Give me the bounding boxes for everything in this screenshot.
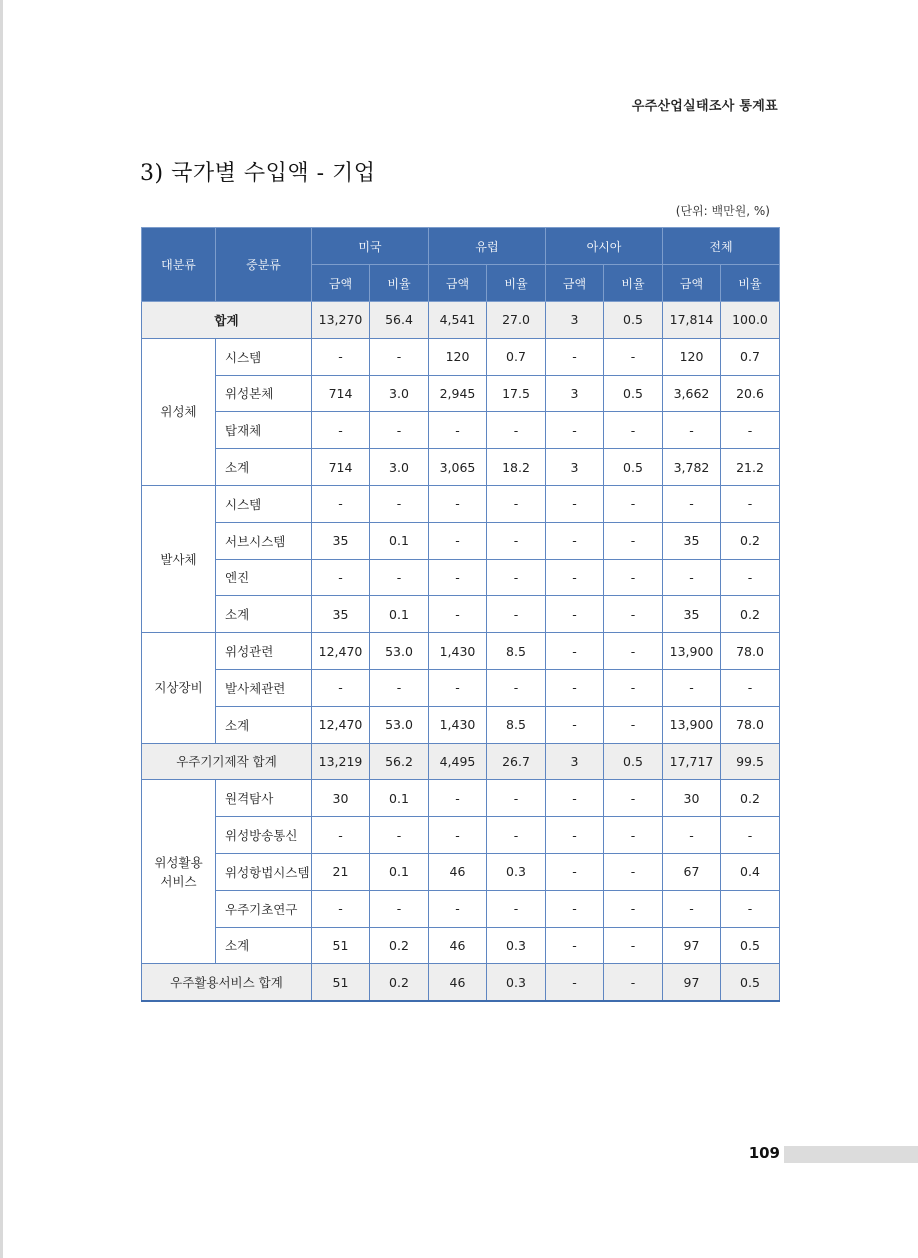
table-cell: 46 [429, 853, 487, 890]
category-launcher: 발사체 [142, 485, 216, 632]
table-cell: 0.2 [721, 596, 780, 633]
table-cell: - [312, 817, 370, 854]
table-cell: - [370, 817, 429, 854]
table-row [142, 412, 780, 449]
category-ground-equipment: 지상장비 [142, 633, 216, 743]
table-cell: 56.4 [370, 302, 429, 339]
table-cell: 714 [312, 449, 370, 486]
table-cell: 46 [429, 964, 487, 1001]
table-cell: - [487, 890, 546, 927]
table-cell: 21 [312, 853, 370, 890]
header-row-groups [142, 228, 780, 265]
section-title: 3) 국가별 수입액 - 기업 [140, 161, 376, 186]
table-cell: 120 [663, 338, 721, 375]
table-cell: 97 [663, 927, 721, 964]
category-label-line2: 서비스 [160, 873, 197, 889]
header-amount: 금액 [312, 265, 370, 302]
table-cell: - [604, 559, 663, 596]
table-cell: 4,495 [429, 743, 487, 780]
page-number: 109 [748, 1144, 780, 1162]
table-row-manufacturing-total [142, 743, 780, 780]
running-header: 우주산업실태조사 통계표 [631, 99, 778, 114]
table-cell: - [312, 669, 370, 706]
table-cell: - [546, 927, 604, 964]
table-cell: - [546, 706, 604, 743]
table-cell: 3,662 [663, 375, 721, 412]
table-cell: 3 [546, 449, 604, 486]
table-cell: 714 [312, 375, 370, 412]
row-label: 소계 [216, 596, 312, 633]
table-cell: - [604, 338, 663, 375]
table-cell: 3.0 [370, 449, 429, 486]
row-label: 탑재체 [216, 412, 312, 449]
row-label: 원격탐사 [216, 780, 312, 817]
table-row [142, 338, 780, 375]
table-cell: - [429, 669, 487, 706]
table-row-grand-total [142, 302, 780, 339]
table-cell: 78.0 [721, 633, 780, 670]
table-cell: 0.2 [370, 964, 429, 1001]
table-cell: - [429, 485, 487, 522]
table-cell: - [546, 559, 604, 596]
row-label: 합계 [142, 302, 312, 339]
table-cell: - [487, 522, 546, 559]
table-cell: - [546, 412, 604, 449]
table-cell: 30 [312, 780, 370, 817]
table-cell: - [546, 485, 604, 522]
table-cell: - [604, 817, 663, 854]
row-label: 엔진 [216, 559, 312, 596]
table-cell: 51 [312, 964, 370, 1001]
table-cell: 13,900 [663, 706, 721, 743]
header-total: 전체 [663, 228, 780, 265]
row-label: 우주기초연구 [216, 890, 312, 927]
table-cell: 3.0 [370, 375, 429, 412]
table-row-subtotal [142, 927, 780, 964]
category-satellite: 위성체 [142, 338, 216, 485]
table-cell: - [487, 559, 546, 596]
table-cell: - [370, 559, 429, 596]
import-by-country-table [141, 227, 780, 1002]
table-cell: - [546, 669, 604, 706]
table-cell: - [604, 522, 663, 559]
table-cell: 13,270 [312, 302, 370, 339]
table-cell: - [429, 817, 487, 854]
header-ratio: 비율 [721, 265, 780, 302]
table-cell: 0.1 [370, 853, 429, 890]
table-cell: - [721, 412, 780, 449]
header-usa: 미국 [312, 228, 429, 265]
table-cell: 0.5 [721, 964, 780, 1001]
row-label: 위성관련 [216, 633, 312, 670]
table-cell: 0.5 [604, 449, 663, 486]
table-cell: 3,782 [663, 449, 721, 486]
table-row [142, 780, 780, 817]
table-cell: 0.1 [370, 522, 429, 559]
table-cell: - [546, 522, 604, 559]
table-row [142, 817, 780, 854]
table-cell: 8.5 [487, 633, 546, 670]
table-row [142, 853, 780, 890]
row-label: 발사체관련 [216, 669, 312, 706]
table-cell: 51 [312, 927, 370, 964]
table-cell: - [604, 927, 663, 964]
table-row [142, 890, 780, 927]
row-label: 우주기기제작 합계 [142, 743, 312, 780]
row-label: 서브시스템 [216, 522, 312, 559]
table-cell: - [312, 559, 370, 596]
table-cell: 0.7 [721, 338, 780, 375]
table-cell: 12,470 [312, 706, 370, 743]
table-cell: 100.0 [721, 302, 780, 339]
page-number-bar [784, 1146, 918, 1163]
table-cell: - [429, 522, 487, 559]
table-cell: 0.4 [721, 853, 780, 890]
table-cell: - [721, 817, 780, 854]
table-cell: 8.5 [487, 706, 546, 743]
table-row [142, 375, 780, 412]
table-cell: - [604, 596, 663, 633]
table-cell: 0.5 [604, 743, 663, 780]
table-cell: 0.1 [370, 596, 429, 633]
row-label: 우주활용서비스 합계 [142, 964, 312, 1001]
table-cell: - [604, 706, 663, 743]
table-cell: 0.2 [370, 927, 429, 964]
table-cell: 13,900 [663, 633, 721, 670]
table-cell: - [721, 485, 780, 522]
table-cell: 0.5 [604, 375, 663, 412]
table-cell: - [487, 780, 546, 817]
table-cell: - [604, 669, 663, 706]
table-cell: 46 [429, 927, 487, 964]
table-cell: - [721, 559, 780, 596]
table-cell: 27.0 [487, 302, 546, 339]
table-cell: - [487, 669, 546, 706]
table-cell: - [663, 485, 721, 522]
table-cell: - [546, 596, 604, 633]
table-cell: - [429, 596, 487, 633]
table-cell: 21.2 [721, 449, 780, 486]
table-cell: - [546, 338, 604, 375]
table-cell: - [370, 890, 429, 927]
table-cell: - [429, 412, 487, 449]
table-cell: - [604, 964, 663, 1001]
table-cell: 0.5 [604, 302, 663, 339]
table-cell: 0.7 [487, 338, 546, 375]
table-cell: - [604, 853, 663, 890]
table-row [142, 522, 780, 559]
table-cell: - [370, 338, 429, 375]
table-cell: 0.2 [721, 780, 780, 817]
header-amount: 금액 [429, 265, 487, 302]
table-cell: - [370, 669, 429, 706]
header-ratio: 비율 [487, 265, 546, 302]
table-cell: 3 [546, 302, 604, 339]
table-cell: 0.1 [370, 780, 429, 817]
header-amount: 금액 [663, 265, 721, 302]
table-cell: 35 [312, 522, 370, 559]
table-cell: 97 [663, 964, 721, 1001]
table-cell: - [604, 412, 663, 449]
table-row-subtotal [142, 706, 780, 743]
table-row [142, 633, 780, 670]
table-cell: - [312, 338, 370, 375]
table-cell: - [546, 964, 604, 1001]
table-cell: 4,541 [429, 302, 487, 339]
table-cell: - [312, 485, 370, 522]
header-ratio: 비율 [604, 265, 663, 302]
header-europe: 유럽 [429, 228, 546, 265]
table-cell: 20.6 [721, 375, 780, 412]
table-cell: - [370, 485, 429, 522]
table-cell: - [604, 890, 663, 927]
table-cell: - [429, 780, 487, 817]
table-cell: 12,470 [312, 633, 370, 670]
table-cell: - [604, 780, 663, 817]
table-cell: 17.5 [487, 375, 546, 412]
table-cell: - [604, 633, 663, 670]
table-row [142, 559, 780, 596]
table-cell: - [312, 412, 370, 449]
table-cell: 120 [429, 338, 487, 375]
table-cell: - [546, 853, 604, 890]
table-row-services-total [142, 964, 780, 1001]
table-cell: - [487, 596, 546, 633]
table-row-subtotal [142, 596, 780, 633]
table-cell: - [663, 890, 721, 927]
header-major-category: 대분류 [142, 228, 216, 302]
table-cell: 3 [546, 375, 604, 412]
header-amount: 금액 [546, 265, 604, 302]
table-cell: - [429, 559, 487, 596]
table-cell: 99.5 [721, 743, 780, 780]
table-cell: 53.0 [370, 706, 429, 743]
table-cell: - [487, 412, 546, 449]
table-row-subtotal [142, 449, 780, 486]
row-label: 시스템 [216, 338, 312, 375]
table-row [142, 669, 780, 706]
table-cell: 13,219 [312, 743, 370, 780]
table-cell: 35 [312, 596, 370, 633]
table-cell: - [487, 817, 546, 854]
table-cell: 3 [546, 743, 604, 780]
table-cell: - [546, 890, 604, 927]
table-cell: 0.3 [487, 964, 546, 1001]
table-cell: - [487, 485, 546, 522]
table-row [142, 485, 780, 522]
table-cell: 35 [663, 522, 721, 559]
table-cell: - [663, 669, 721, 706]
table-cell: - [663, 559, 721, 596]
table-cell: - [429, 890, 487, 927]
header-sub-category: 중분류 [216, 228, 312, 302]
header-ratio: 비율 [370, 265, 429, 302]
table-cell: 17,814 [663, 302, 721, 339]
table-cell: 0.5 [721, 927, 780, 964]
table-cell: - [604, 485, 663, 522]
table-cell: 26.7 [487, 743, 546, 780]
row-label: 소계 [216, 927, 312, 964]
table-cell: 0.2 [721, 522, 780, 559]
table-cell: - [663, 412, 721, 449]
table-cell: 3,065 [429, 449, 487, 486]
row-label: 소계 [216, 449, 312, 486]
row-label: 시스템 [216, 485, 312, 522]
table-cell: 1,430 [429, 706, 487, 743]
row-label: 위성본체 [216, 375, 312, 412]
table-cell: - [721, 890, 780, 927]
unit-note: (단위: 백만원, %) [675, 204, 770, 218]
table-cell: - [312, 890, 370, 927]
table-cell: 18.2 [487, 449, 546, 486]
table-cell: 1,430 [429, 633, 487, 670]
table-cell: 0.3 [487, 927, 546, 964]
table-cell: 2,945 [429, 375, 487, 412]
table-cell: 78.0 [721, 706, 780, 743]
table-cell: 0.3 [487, 853, 546, 890]
header-asia: 아시아 [546, 228, 663, 265]
row-label: 소계 [216, 706, 312, 743]
table-cell: - [663, 817, 721, 854]
row-label: 위성방송통신 [216, 817, 312, 854]
category-label-line1: 위성활용 [154, 854, 203, 870]
table-cell: - [546, 633, 604, 670]
table-cell: 35 [663, 596, 721, 633]
table-cell: 17,717 [663, 743, 721, 780]
table-cell: 56.2 [370, 743, 429, 780]
table-cell: 53.0 [370, 633, 429, 670]
table-cell: 67 [663, 853, 721, 890]
table-cell: - [546, 817, 604, 854]
table-cell: - [721, 669, 780, 706]
table-cell: 30 [663, 780, 721, 817]
table-cell: - [370, 412, 429, 449]
page-left-edge [0, 0, 3, 1258]
table-cell: - [546, 780, 604, 817]
row-label: 위성항법시스템 [216, 853, 312, 890]
category-satellite-services [142, 780, 216, 964]
